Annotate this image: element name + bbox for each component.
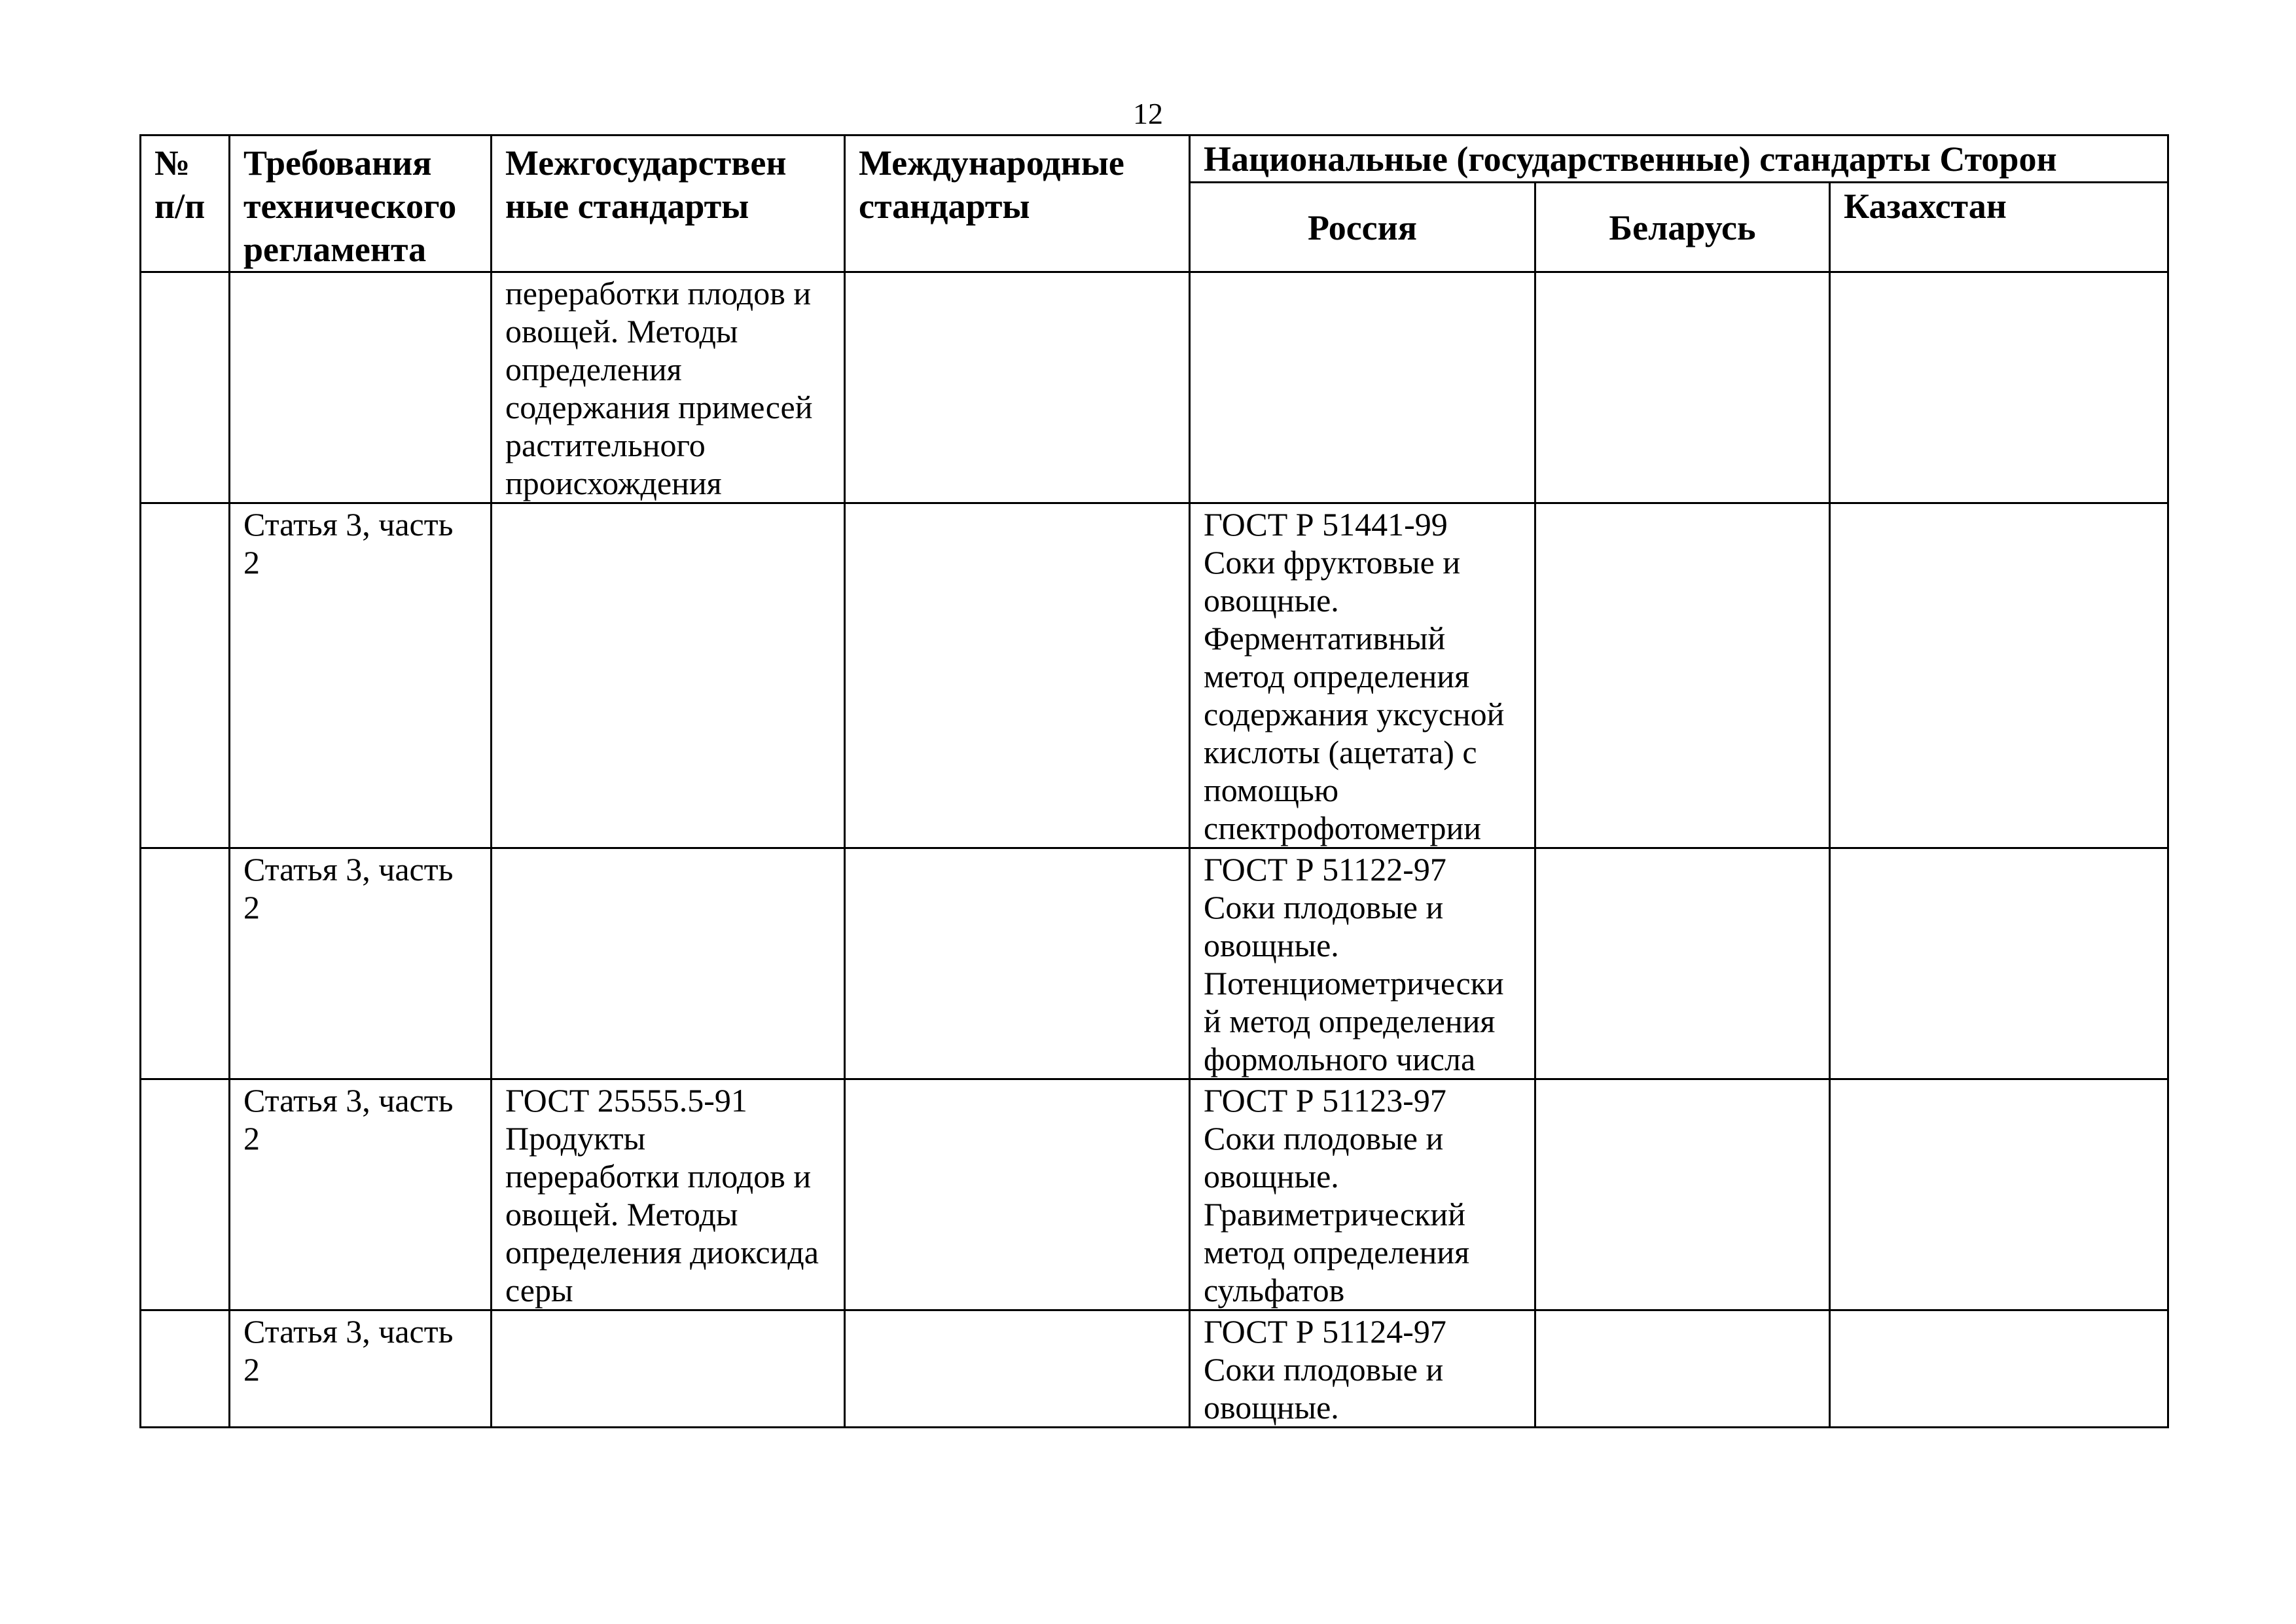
cell-num — [141, 1079, 230, 1310]
cell-international — [845, 503, 1190, 848]
header-kazakhstan: Казахстан — [1830, 182, 2168, 272]
header-international: Международные стандарты — [845, 135, 1190, 272]
table-row — [141, 1310, 2168, 1428]
cell-requirement: Статья 3, часть 2 — [230, 1079, 492, 1310]
cell-belarus — [1535, 503, 1830, 848]
cell-russia — [1190, 272, 1535, 503]
page-number: 12 — [1133, 97, 1163, 130]
cell-num — [141, 272, 230, 503]
cell-kazakhstan — [1830, 1310, 2168, 1428]
header-belarus: Беларусь — [1535, 182, 1830, 272]
table-row — [141, 503, 2168, 848]
cell-russia: ГОСТ Р 51124-97 Соки плодовые и овощные. — [1190, 1310, 1535, 1428]
cell-russia: ГОСТ Р 51441-99 Соки фруктовые и овощные. Ферментативный метод определения содержания уксусной кислоты (ацетата) с помощью спектрофотометрии — [1190, 503, 1535, 848]
cell-interstate — [492, 1310, 845, 1428]
cell-kazakhstan — [1830, 503, 2168, 848]
cell-requirement — [230, 272, 492, 503]
cell-interstate — [492, 848, 845, 1079]
header-russia: Россия — [1190, 182, 1535, 272]
cell-kazakhstan — [1830, 272, 2168, 503]
cell-interstate — [492, 503, 845, 848]
cell-belarus — [1535, 1310, 1830, 1428]
cell-requirement: Статья 3, часть 2 — [230, 848, 492, 1079]
cell-requirement: Статья 3, часть 2 — [230, 503, 492, 848]
standards-table — [139, 134, 2169, 1428]
cell-belarus — [1535, 848, 1830, 1079]
header-national: Национальные (государственные) стандарты Сторон — [1190, 135, 2168, 183]
cell-requirement: Статья 3, часть 2 — [230, 1310, 492, 1428]
header-interstate: Межгосударствен ные стандарты — [492, 135, 845, 272]
table-row — [141, 848, 2168, 1079]
header-requirements: Требования технического регламента — [230, 135, 492, 272]
cell-interstate: ГОСТ 25555.5-91 Продукты переработки плодов и овощей. Методы определения диоксида серы — [492, 1079, 845, 1310]
cell-international — [845, 1079, 1190, 1310]
cell-interstate: переработки плодов и овощей. Методы определения содержания примесей растительного происхождения — [492, 272, 845, 503]
cell-num — [141, 503, 230, 848]
table-row — [141, 272, 2168, 503]
cell-num — [141, 848, 230, 1079]
cell-international — [845, 1310, 1190, 1428]
header-num: № п/п — [141, 135, 230, 272]
cell-kazakhstan — [1830, 1079, 2168, 1310]
header-row — [141, 135, 2168, 183]
cell-international — [845, 272, 1190, 503]
table-row — [141, 1079, 2168, 1310]
cell-international — [845, 848, 1190, 1079]
cell-russia: ГОСТ Р 51122-97 Соки плодовые и овощные. Потенциометрически й метод определения формольного числа — [1190, 848, 1535, 1079]
cell-belarus — [1535, 272, 1830, 503]
cell-russia: ГОСТ Р 51123-97 Соки плодовые и овощные. Гравиметрический метод определения сульфатов — [1190, 1079, 1535, 1310]
cell-num — [141, 1310, 230, 1428]
cell-belarus — [1535, 1079, 1830, 1310]
cell-kazakhstan — [1830, 848, 2168, 1079]
